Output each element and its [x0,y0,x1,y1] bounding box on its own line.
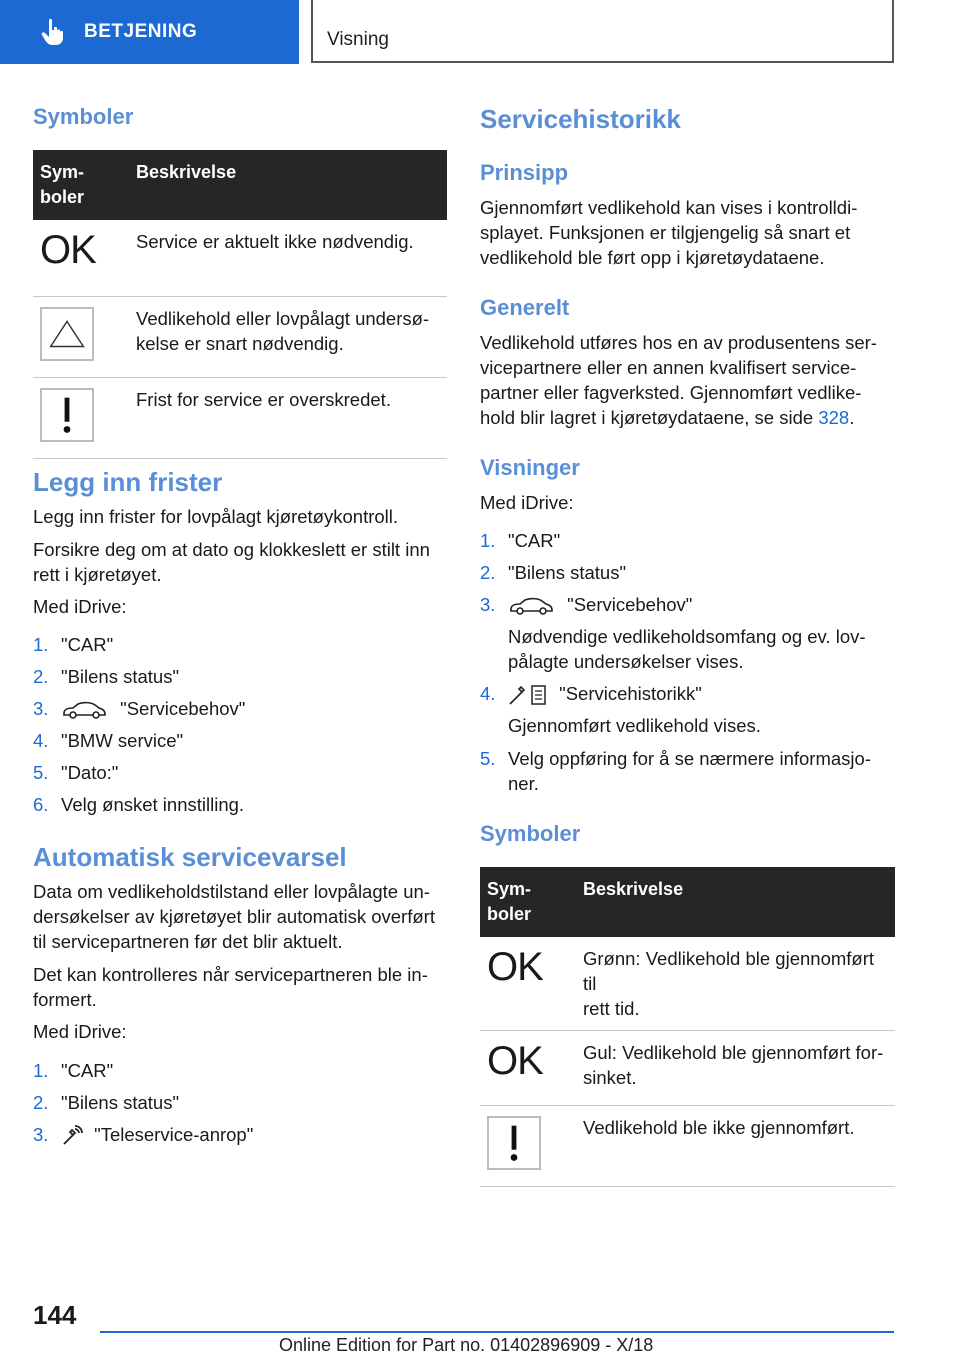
symbols-heading: Symboler [33,104,134,129]
service-history-heading: Servicehistorikk [480,104,681,134]
principle-text: Gjennomført vedlikehold kan vises i kontrolldi- splayet. Funksjonen er tilgjengelig så snart et vedlikehold ble ført opp i kjøretøydataene. [480,197,858,268]
col-description-header: Beskrivelse [129,150,447,220]
ok-icon: OK [40,228,96,272]
auto-service-heading: Automatisk servicevarsel [33,842,347,872]
auto-service-text: Data om vedlikeholdstilstand eller lovpålagte un- dersøkelser av kjøretøyet blir automatisk overført til servicepartneren før det blir aktuelt. [33,881,435,952]
col-symbols-header: Sym- boler [480,867,576,937]
pointing-hand-icon [40,18,66,46]
footer-rule [100,1331,894,1333]
col-symbols-header: Sym- boler [33,150,129,220]
auto-service-idrive: Med iDrive: [33,1021,127,1042]
chapter-title: Visning [327,29,389,50]
car-icon [508,595,554,617]
views-heading: Visninger [480,455,580,480]
general-heading: Generelt [480,295,570,320]
symbols-heading-2: Symboler [480,821,581,846]
col-description-header: Beskrivelse [576,867,895,937]
service-history-icon [508,684,548,706]
table-row [33,296,447,377]
car-icon [61,699,107,721]
table-row [480,937,895,1031]
row-description: Service er aktuelt ikke nødvendig. [129,220,447,296]
deadlines-idrive: Med iDrive: [33,596,127,617]
chapter-tab [311,0,894,63]
principle-heading: Prinsipp [480,160,569,185]
auto-service-check: Det kan kontrolleres når servicepartneren ble in- formert. [33,964,428,1010]
section-tab [0,0,299,64]
symbols-table [33,150,447,459]
row-description: Vedlikehold eller lovpålagt undersø- kelse er snart nødvendig. [129,296,447,377]
deadlines-intro: Legg inn frister for lovpålagt kjøretøykontroll. [33,506,399,527]
exclamation-icon [487,1116,541,1170]
table-row [33,220,447,296]
section-title: BETJENING [84,21,198,42]
table-row [480,1031,895,1106]
general-text: Vedlikehold utføres hos en av produsentens ser- vicepartnere eller en annen kvalifisert service- partner eller fagverksted. Gjennomført vedlike- hold blir lagret i kjøretøydataene, se side 328. [480,332,877,428]
page-number: 144 [33,1300,77,1330]
row-description: Gul: Vedlikehold ble gjennomført for- sinket. [576,1031,895,1106]
page-link[interactable]: 328 [818,407,850,428]
warning-triangle-icon [40,307,94,361]
table-row [33,377,447,458]
teleservice-icon [61,1125,83,1147]
ok-yellow-icon: OK [487,1039,543,1083]
row-description: Vedlikehold ble ikke gjennomført. [576,1106,895,1187]
exclamation-icon [40,388,94,442]
deadlines-note: Forsikre deg om at dato og klokkeslett er stilt inn rett i kjøretøyet. [33,539,430,585]
edition-note: Online Edition for Part no. 01402896909 - X/18 [279,1335,654,1355]
views-idrive: Med iDrive: [480,492,574,513]
row-description: Grønn: Vedlikehold ble gjennomført til rett tid. [576,937,895,1031]
ok-green-icon: OK [487,945,543,989]
deadlines-heading: Legg inn frister [33,467,223,497]
table-row [480,1106,895,1187]
row-description: Frist for service er overskredet. [129,377,447,458]
history-symbols-table [480,867,895,1187]
